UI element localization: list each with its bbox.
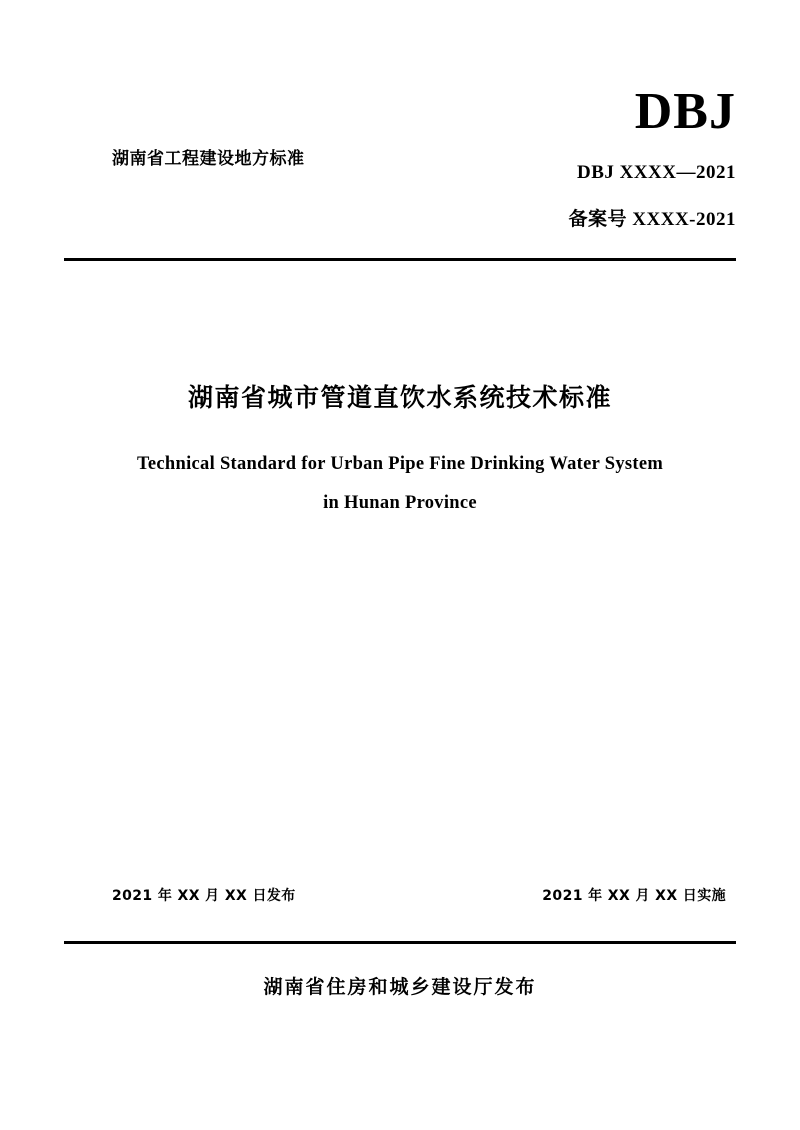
cover-header <box>64 83 736 256</box>
title-chinese: 湖南省城市管道直饮水系统技术标准 <box>187 383 612 412</box>
publisher-line: 湖南省住房和城乡建设厅发布 <box>263 976 537 998</box>
standard-code: DBJ XXXX—2021 <box>576 162 736 183</box>
effective-date: 2021 年 XX 月 XX 日实施 <box>542 888 726 904</box>
standard-kind-label: 湖南省工程建设地方标准 <box>112 149 305 169</box>
issue-date: 2021 年 XX 月 XX 日发布 <box>112 888 296 904</box>
dbj-mark: DBJ <box>634 83 736 140</box>
record-number: 备案号 XXXX-2021 <box>568 209 736 230</box>
title-english-line1: Technical Standard for Urban Pipe Fine Drinking Water System <box>136 454 664 474</box>
title-english-line2: in Hunan Province <box>323 492 477 513</box>
title-block <box>64 380 736 523</box>
bottom-divider <box>64 941 736 944</box>
date-row <box>64 885 736 905</box>
top-divider <box>64 258 736 261</box>
